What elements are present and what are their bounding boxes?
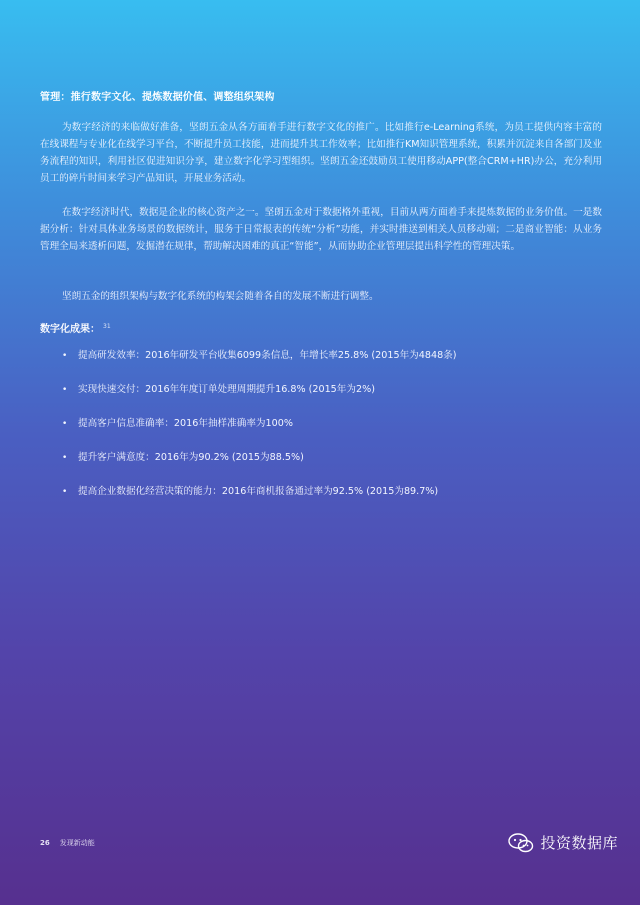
list-item xyxy=(40,482,600,516)
list-item-text: 提高企业数据化经营决策的能力：2016年商机报备通过率为92.5% (2015为89.7%) xyxy=(78,486,439,497)
wechat-icon xyxy=(508,833,534,853)
footnote-marker: 31 xyxy=(103,322,111,330)
results-title-text: 数字化成果： xyxy=(40,324,100,335)
list-item-text: 提高客户信息准确率：2016年抽样准确率为100% xyxy=(78,418,293,429)
bullet-dot-icon: • xyxy=(62,419,68,429)
list-item-text: 提升客户满意度：2016年为90.2% (2015为88.5%) xyxy=(78,452,304,463)
brand-watermark xyxy=(508,832,618,853)
list-item xyxy=(40,380,600,414)
page-footer xyxy=(40,838,95,848)
section-heading: 管理：推行数字文化、提炼数据价值、调整组织架构 xyxy=(40,92,275,103)
paragraph-org-structure: 坚朗五金的组织架构与数字化系统的构架会随着各自的发展不断进行调整。 xyxy=(62,291,379,302)
bullet-dot-icon: • xyxy=(62,453,68,463)
paragraph-digital-culture: 为数字经济的来临做好准备，坚朗五金从各方面着手进行数字文化的推广。比如推行e-Learning系统，为员工提供内容丰富的在线课程与专业化在线学习平台，不断提升员工技能，进而提升其工作效率；比如推行KM知识管理系统，积累并沉淀来自各部门及业务流程的知识，利用社区促进知识分享，建立数字化学习型组织。坚朗五金还鼓励员工使用移动APP(整合CRM+HR)办公，充分利用员工的碎片时间来学习产品知识，开展业务活动。 xyxy=(40,122,602,184)
list-item xyxy=(40,346,600,380)
list-item-text: 实现快速交付：2016年年度订单处理周期提升16.8% (2015年为2%) xyxy=(78,384,375,395)
brand-name: 投资数据库 xyxy=(540,834,618,852)
document-title: 发现新动能 xyxy=(59,839,95,847)
page-number: 26 xyxy=(40,839,50,847)
bullet-dot-icon: • xyxy=(62,385,68,395)
list-item-text: 提高研发效率：2016年研发平台收集6099条信息，年增长率25.8% (2015年为4848条) xyxy=(78,350,457,361)
results-title xyxy=(40,320,111,335)
paragraph-data-value: 在数字经济时代，数据是企业的核心资产之一。坚朗五金对于数据格外重视，目前从两方面着手来提炼数据的业务价值。一是数据分析：针对具体业务场景的数据统计，服务于日常报表的传统“分析”功能，并实时推送到相关人员移动端；二是商业智能：从业务管理全局来透析问题，发掘潜在规律，帮助解决困难的真正“智能”，从而协助企业管理层提出科学性的管理决策。 xyxy=(40,207,602,252)
bullet-dot-icon: • xyxy=(62,487,68,497)
results-list xyxy=(40,346,600,516)
bullet-dot-icon: • xyxy=(62,351,68,361)
list-item xyxy=(40,414,600,448)
list-item xyxy=(40,448,600,482)
